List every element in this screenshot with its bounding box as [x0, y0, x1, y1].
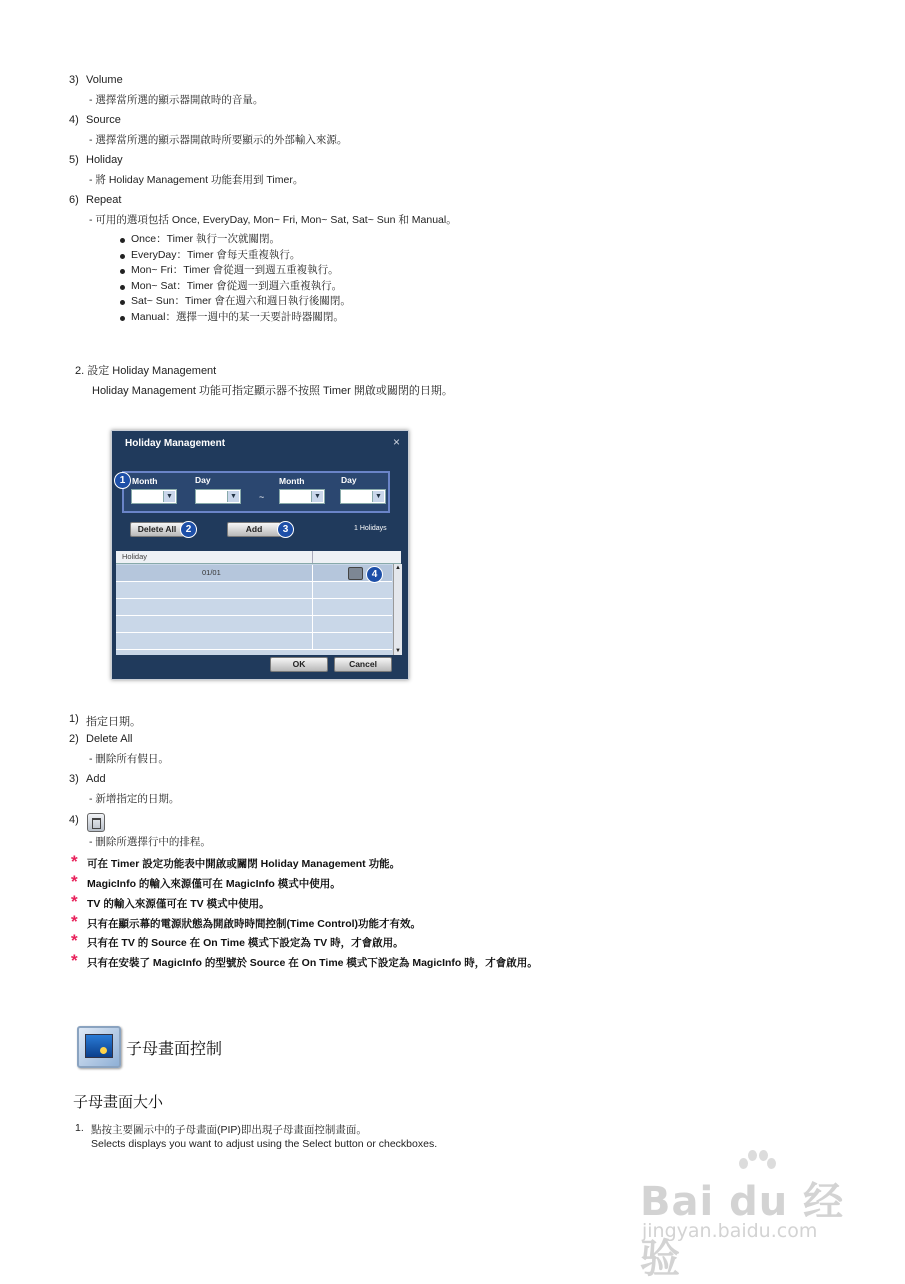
chevron-down-icon: ▼	[311, 491, 323, 502]
note-item: * 可在 Timer 設定功能表中開啟或關閉 Holiday Management 功能。	[71, 852, 401, 871]
note-item: * MagicInfo 的輸入來源僅可在 MagicInfo 模式中使用。	[71, 872, 341, 891]
scrollbar[interactable]	[393, 564, 402, 655]
item-desc: - 刪除所有假日。	[89, 753, 169, 765]
baidu-watermark	[640, 1148, 860, 1282]
section-title: 子母畫面控制	[126, 1041, 223, 1058]
column-divider	[312, 633, 313, 649]
day-label: Day	[195, 475, 211, 485]
ok-button[interactable]: OK	[270, 657, 328, 672]
section-desc: Holiday Management 功能可指定顯示器不按照 Timer 開啟或關閉的日期。	[92, 385, 453, 397]
scroll-up-icon[interactable]: ▲	[395, 565, 401, 571]
end-month-select[interactable]	[279, 489, 325, 504]
asterisk-icon: *	[71, 912, 78, 931]
start-month-select[interactable]	[131, 489, 177, 504]
callout-badge: 4	[366, 566, 383, 583]
table-row[interactable]	[116, 633, 392, 650]
item-number: 3)	[69, 773, 79, 785]
scroll-down-icon[interactable]: ▼	[395, 648, 401, 654]
column-divider	[312, 616, 313, 632]
item-desc: - 可用的選項包括 Once, EveryDay, Mon~ Fri, Mon~ Sat, Sat~ Sun 和 Manual。	[89, 214, 457, 226]
asterisk-icon: *	[71, 931, 78, 950]
day-label: Day	[341, 475, 357, 485]
list-item: Mon~ Sat：Timer 會從週一到週六重複執行。	[118, 279, 351, 295]
item-number: 4)	[69, 814, 79, 826]
dialog-title: Holiday Management	[125, 438, 226, 449]
note-item: * 只有在安裝了 MagicInfo 的型號於 Source 在 On Time 模式下設定為 MagicInfo 時，才會啟用。	[71, 951, 538, 970]
step-text: 點按主要圖示中的子母畫面(PIP)即出現子母畫面控制畫面。	[91, 1124, 367, 1136]
holiday-date: 01/01	[202, 568, 221, 577]
delete-all-button[interactable]: Delete All	[130, 522, 184, 537]
item-number: 1)	[69, 713, 79, 725]
table-row[interactable]	[116, 599, 392, 616]
subsection-title: 子母畫面大小	[73, 1094, 164, 1111]
column-divider	[312, 582, 313, 598]
chevron-down-icon: ▼	[163, 491, 175, 502]
month-label: Month	[279, 476, 305, 486]
note-item: * TV 的輸入來源僅可在 TV 模式中使用。	[71, 892, 270, 911]
item-title: Repeat	[86, 194, 122, 206]
item-title: Volume	[86, 74, 123, 86]
item-title: Source	[86, 114, 121, 126]
item-title: Add	[86, 773, 106, 785]
item-title: Delete All	[86, 733, 133, 745]
watermark-url: jingyan.baidu.com	[642, 1220, 818, 1242]
trash-icon	[87, 813, 105, 832]
column-header-holiday: Holiday	[122, 552, 148, 561]
column-divider	[312, 599, 313, 615]
list-item: Once：Timer 執行一次就關閉。	[118, 232, 351, 248]
holiday-table	[116, 551, 401, 655]
close-icon[interactable]: ×	[392, 435, 400, 449]
table-row[interactable]	[116, 582, 392, 599]
list-item: Mon~ Fri：Timer 會從週一到週五重複執行。	[118, 263, 351, 279]
table-header	[116, 551, 401, 564]
asterisk-icon: *	[71, 872, 78, 891]
note-item: * 只有在 TV 的 Source 在 On Time 模式下設定為 TV 時，才會啟用。	[71, 931, 404, 950]
trash-icon[interactable]	[348, 567, 363, 580]
item-desc: - 刪除所選擇行中的排程。	[89, 836, 211, 848]
item-number: 2)	[69, 733, 79, 745]
start-day-select[interactable]	[195, 489, 241, 504]
item-desc: - 新增指定的日期。	[89, 793, 180, 805]
date-range-box	[122, 471, 390, 513]
list-item: Sat~ Sun：Timer 會在週六和週日執行後關閉。	[118, 294, 351, 310]
item-number: 5)	[69, 154, 79, 166]
end-day-select[interactable]	[340, 489, 386, 504]
item-number: 6)	[69, 194, 79, 206]
asterisk-icon: *	[71, 892, 78, 911]
callout-badge: 2	[180, 521, 197, 538]
item-desc: - 選擇當所選的顯示器開啟時的音量。	[89, 94, 264, 106]
table-row[interactable]	[116, 616, 392, 633]
column-divider	[312, 565, 313, 581]
column-divider	[312, 551, 313, 563]
chevron-down-icon: ▼	[227, 491, 239, 502]
monitor-screen	[85, 1034, 113, 1058]
add-button[interactable]: Add	[227, 522, 281, 537]
step-number: 1.	[75, 1122, 84, 1134]
note-item: * 只有在顯示幕的電源狀態為開啟時時間控制(Time Control)功能才有效。	[71, 912, 422, 931]
cancel-button[interactable]: Cancel	[334, 657, 392, 672]
section-heading: 2. 設定 Holiday Management	[75, 365, 217, 377]
item-desc: - 選擇當所選的顯示器開啟時所要顯示的外部輸入來源。	[89, 134, 348, 146]
pip-monitor-icon	[77, 1026, 121, 1068]
table-row[interactable]	[116, 565, 392, 582]
callout-badge: 3	[277, 521, 294, 538]
item-title: Holiday	[86, 154, 123, 166]
holiday-management-dialog	[111, 430, 409, 680]
month-label: Month	[132, 476, 158, 486]
list-item: Manual：選擇一週中的某一天要計時器關閉。	[118, 310, 351, 326]
asterisk-icon: *	[71, 951, 78, 970]
asterisk-icon: *	[71, 852, 78, 871]
step-text-secondary: Selects displays you want to adjust using the Select button or checkboxes.	[91, 1138, 438, 1150]
chevron-down-icon: ▼	[372, 491, 384, 502]
callout-badge: 1	[114, 472, 131, 489]
item-desc: - 將 Holiday Management 功能套用到 Timer。	[89, 174, 304, 186]
item-number: 4)	[69, 114, 79, 126]
item-title: 指定日期。	[86, 716, 141, 728]
flower-icon	[100, 1047, 107, 1054]
repeat-options-list	[118, 232, 351, 325]
holidays-count: 1 Holidays	[354, 525, 387, 532]
item-number: 3)	[69, 74, 79, 86]
list-item: EveryDay：Timer 會每天重複執行。	[118, 248, 351, 264]
range-separator: ~	[259, 492, 265, 502]
watermark-brand: Bai du 经验	[640, 1179, 845, 1282]
